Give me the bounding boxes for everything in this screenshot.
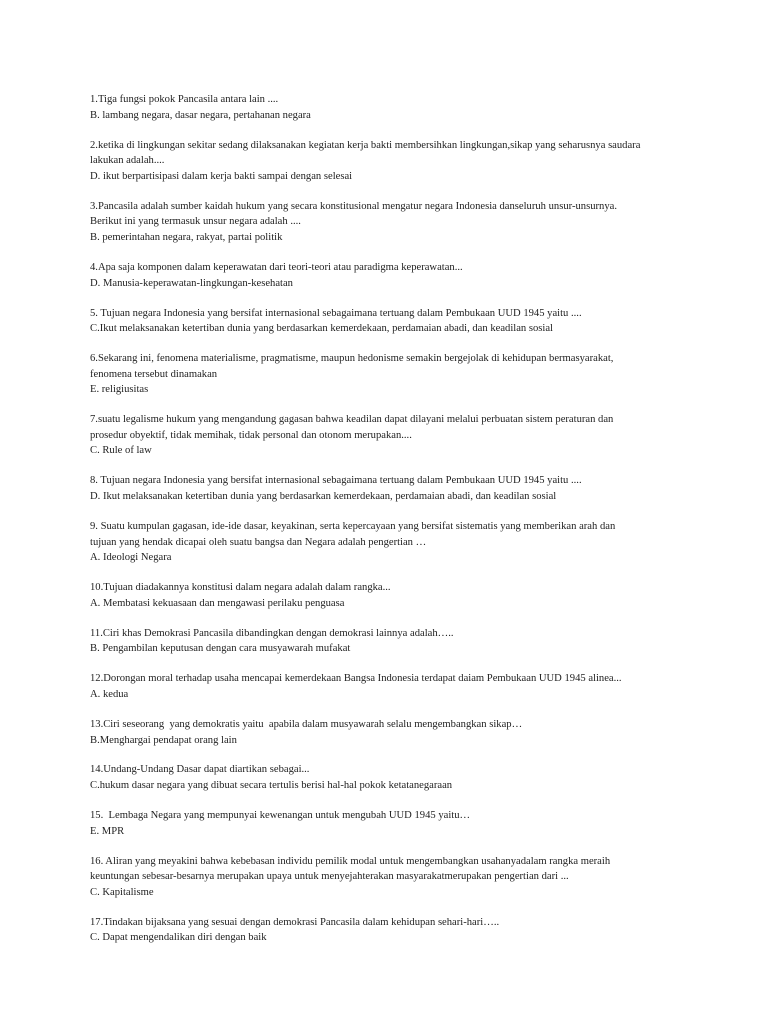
question-block — [90, 351, 690, 398]
answer-text: B. pemerintahan negara, rakyat, partai politik — [90, 231, 283, 243]
question-block — [90, 762, 690, 793]
question-block — [90, 260, 690, 291]
question-block — [90, 519, 690, 566]
answer-text: A. Ideologi Negara — [90, 552, 172, 564]
question-text: 7.suatu legalisme hukum yang mengandung gagasan bahwa keadilan dapat dilayani melalui perbuatan sistem peraturan dan — [90, 414, 614, 426]
question-block — [90, 808, 690, 839]
question-block — [90, 473, 690, 504]
question-text: 16. Aliran yang meyakini bahwa kebebasan individu pemilik modal untuk mengembangkan usahanyadalam rangka meraih — [90, 855, 611, 867]
question-text: fenomena tersebut dinamakan — [90, 368, 218, 380]
answer-text: C. Kapitalisme — [90, 886, 154, 898]
question-text: tujuan yang hendak dicapai oleh suatu bangsa dan Negara adalah pengertian … — [90, 536, 427, 548]
answer-text: B. lambang negara, dasar negara, pertahanan negara — [90, 109, 311, 121]
question-text: 9. Suatu kumpulan gagasan, ide-ide dasar, keyakinan, serta kepercayaan yang bersifat sistematis yang memberikan arah dan — [90, 521, 616, 532]
question-block — [90, 915, 690, 946]
question-block — [90, 306, 690, 337]
question-text: 14.Undang-Undang Dasar dapat diartikan sebagai... — [90, 764, 310, 776]
question-block — [90, 854, 690, 901]
question-text: lakukan adalah.... — [90, 155, 165, 167]
question-block — [90, 671, 690, 702]
question-block — [90, 626, 690, 657]
answer-text: D. Ikut melaksanakan ketertiban dunia yang berdasarkan kemerdekaan, perdamaian abadi, dan keadilan sosial — [90, 491, 557, 503]
question-text: keuntungan sebesar-besarnya merupakan upaya untuk menyejahterakan masyarakatmerupakan pengertian dari ... — [90, 871, 569, 883]
answer-text: C.Ikut melaksanakan ketertiban dunia yang berdasarkan kemerdekaan, perdamaian abadi, dan keadilan sosial — [90, 323, 553, 335]
question-text: 13.Ciri seseorang yang demokratis yaitu apabila dalam musyawarah selalu mengembangkan sikap… — [90, 718, 523, 730]
question-block — [90, 138, 690, 185]
question-text: prosedur obyektif, tidak memihak, tidak personal dan otonom merupakan.... — [90, 429, 412, 441]
answer-text: B.Menghargai pendapat orang lain — [90, 734, 237, 746]
answer-text: A. Membatasi kekuasaan dan mengawasi perilaku penguasa — [90, 597, 345, 609]
question-text: 4.Apa saja komponen dalam keperawatan dari teori-teori atau paradigma keperawatan... — [90, 261, 463, 273]
answer-text: B. Pengambilan keputusan dengan cara musyawarah mufakat — [90, 643, 351, 655]
question-text: 5. Tujuan negara Indonesia yang bersifat internasional sebagaimana tertuang dalam Pembukaan UUD 1945 yaitu .... — [90, 307, 582, 319]
answer-text: E. religiusitas — [90, 384, 149, 396]
answer-text: E. MPR — [90, 825, 125, 837]
question-block — [90, 92, 690, 123]
question-text: 17.Tindakan bijaksana yang sesuai dengan demokrasi Pancasila dalam kehidupan sehari-hari….. — [90, 916, 500, 928]
question-block — [90, 412, 690, 459]
question-text: 15. Lembaga Negara yang mempunyai kewenangan untuk mengubah UUD 1945 yaitu… — [90, 810, 471, 822]
answer-text: C. Rule of law — [90, 445, 152, 457]
answer-text: D. Manusia-keperawatan-lingkungan-kesehatan — [90, 277, 293, 289]
question-text: 8. Tujuan negara Indonesia yang bersifat internasional sebagaimana tertuang dalam Pembukaan UUD 1945 yaitu .... — [90, 475, 582, 487]
answer-text: A. kedua — [90, 688, 129, 700]
question-text: 1.Tiga fungsi pokok Pancasila antara lain .... — [90, 94, 279, 105]
answer-text: C. Dapat mengendalikan diri dengan baik — [90, 932, 267, 944]
question-block — [90, 199, 690, 246]
question-text: 11.Ciri khas Demokrasi Pancasila dibandingkan dengan demokrasi lainnya adalah….. — [90, 627, 454, 639]
answer-text: D. ikut berpartisipasi dalam kerja bakti sampai dengan selesai — [90, 170, 353, 182]
question-text: 12.Dorongan moral terhadap usaha mencapai kemerdekaan Bangsa Indonesia terdapat daiam Pembukaan UUD 1945 alinea... — [90, 673, 622, 685]
answer-text: C.hukum dasar negara yang dibuat secara tertulis berisi hal-hal pokok ketatanegaraan — [90, 780, 453, 792]
question-text: 3.Pancasila adalah sumber kaidah hukum yang secara konstitusional mengatur negara Indonesia danseluruh unsur-unsurnya. — [90, 200, 617, 212]
question-block — [90, 580, 690, 611]
question-text: 10.Tujuan diadakannya konstitusi dalam negara adalah dalam rangka... — [90, 582, 391, 594]
question-text: 2.ketika di lingkungan sekitar sedang dilaksanakan kegiatan kerja bakti membersihkan lingkungan,sikap yang seharusnya saudara — [90, 139, 641, 151]
question-text: Berikut ini yang termasuk unsur negara adalah .... — [90, 216, 301, 228]
question-list — [90, 92, 690, 960]
question-text: 6.Sekarang ini, fenomena materialisme, pragmatisme, maupun hedonisme semakin bergejolak di kehidupan bermasyarakat, — [90, 353, 614, 365]
question-block — [90, 717, 690, 748]
